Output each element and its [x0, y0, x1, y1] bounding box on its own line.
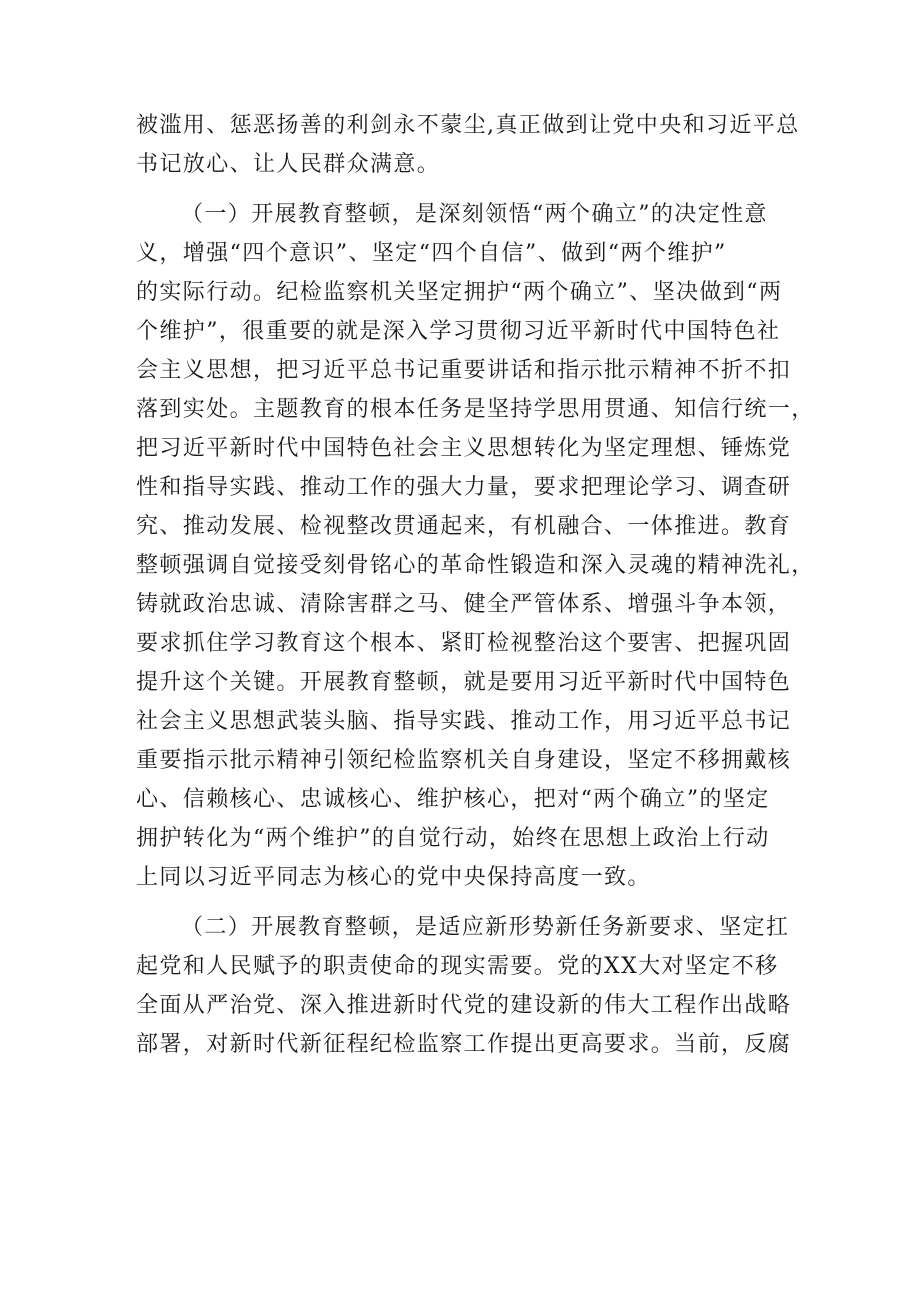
- text-line: 落到实处。主题教育的根本任务是坚持学思用贯通、知信行统一，: [136, 397, 815, 422]
- text-line: 部署，对新时代新征程纪检监察工作提出更高要求。当前，反腐: [136, 1032, 792, 1057]
- paragraph-section-1: [136, 195, 815, 897]
- paragraph-section-2: [136, 908, 794, 1064]
- text-line: 整顿强调自觉接受刻骨铭心的革命性锻造和深入灵魂的精神洗礼，: [136, 553, 815, 578]
- text-line: 上同以习近平同志为核心的党中央保持高度一致。: [136, 865, 651, 890]
- text-line: 社会主义思想武装头脑、指导实践、推动工作，用习近平总书记: [136, 709, 792, 734]
- text-line: （一）开展教育整顿，是深刻领悟“两个确立”的决定性意: [181, 202, 768, 227]
- text-line: 铸就政治忠诚、清除害群之马、健全严管体系、增强斗争本领，: [136, 592, 792, 617]
- text-line: 要求抓住学习教育这个根本、紧盯检视整治这个要害、把握巩固: [136, 631, 792, 656]
- text-line: 心、信赖核心、忠诚核心、维护核心，把对“两个确立”的坚定: [136, 787, 770, 812]
- text-line: 义，增强“四个意识”、坚定“四个自信”、做到“两个维护”: [136, 241, 727, 266]
- text-line: （二）开展教育整顿，是适应新形势新任务新要求、坚定扛: [181, 915, 790, 940]
- paragraph-continuation: [136, 106, 800, 184]
- text-line: 个维护”，很重要的就是深入学习贯彻习近平新时代中国特色社: [136, 319, 781, 344]
- text-line: 究、推动发展、检视整改贯通起来，有机融合、一体推进。教育: [136, 514, 792, 539]
- text-line: 提升这个关键。开展教育整顿，就是要用习近平新时代中国特色: [136, 670, 792, 695]
- text-line: 拥护转化为“两个维护”的自觉行动，始终在思想上政治上行动: [136, 826, 770, 851]
- text-line: 的实际行动。纪检监察机关坚定拥护“两个确立”、坚决做到“两: [136, 280, 783, 305]
- text-line: 性和指导实践、推动工作的强大力量，要求把理论学习、调查研: [136, 475, 792, 500]
- text-line: 起党和人民赋予的职责使命的现实需要。党的XX大对坚定不移: [136, 954, 779, 979]
- text-line: 全面从严治党、深入推进新时代党的建设新的伟大工程作出战略: [136, 993, 792, 1018]
- text-line: 会主义思想，把习近平总书记重要讲话和指示批示精神不折不扣: [136, 358, 792, 383]
- text-line: 书记放心、让人民群众满意。: [136, 152, 441, 177]
- text-line: 重要指示批示精神引领纪检监察机关自身建设，坚定不移拥戴核: [136, 748, 792, 773]
- text-line: 把习近平新时代中国特色社会主义思想转化为坚定理想、锤炼党: [136, 436, 792, 461]
- text-line: 被滥用、惩恶扬善的利剑永不蒙尘,真正做到让党中央和习近平总: [136, 113, 800, 138]
- document-body: [136, 106, 815, 1064]
